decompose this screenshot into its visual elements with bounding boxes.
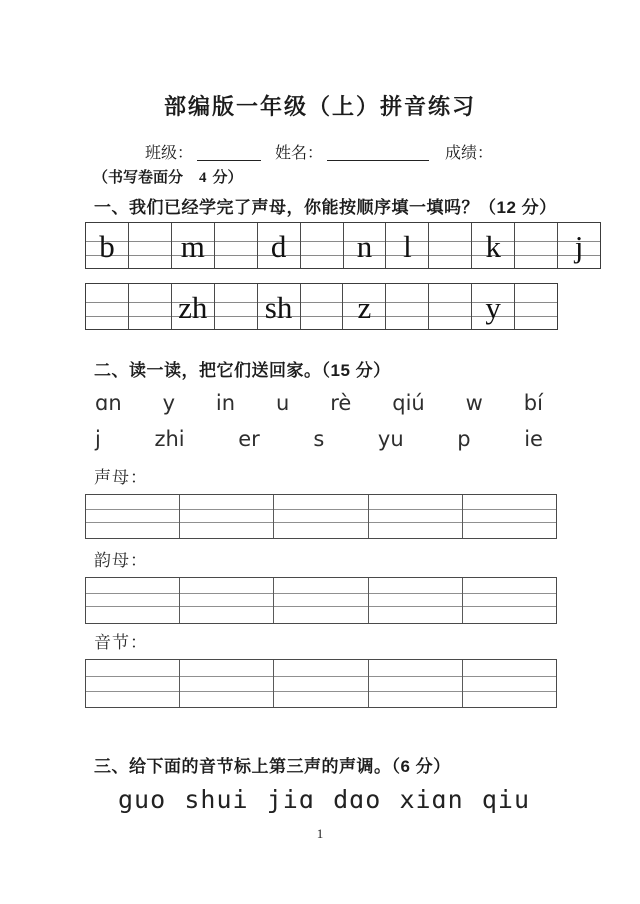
pinyin-cell-blank	[386, 284, 429, 329]
answer-cell	[86, 578, 180, 623]
answer-cell	[86, 495, 180, 538]
answer-cell	[274, 495, 368, 538]
pinyin-cell-blank	[515, 284, 557, 329]
pinyin-cell	[343, 284, 386, 329]
syllables-answer-grid	[85, 659, 557, 708]
answer-cell	[463, 495, 556, 538]
letter-sh: sh	[264, 290, 293, 325]
syllables-group-label: 音节：	[94, 633, 148, 653]
pinyin-cell	[472, 284, 515, 329]
name-blank-field	[327, 143, 429, 161]
pinyin-item: qiú	[392, 391, 425, 415]
answer-cell	[369, 660, 463, 707]
pinyin-cell-blank	[86, 284, 129, 329]
student-info-line	[145, 140, 493, 163]
pinyin-cell	[558, 223, 600, 268]
letter-m: m	[180, 229, 205, 264]
pinyin-cell	[258, 223, 301, 268]
section1-heading: 一、我们已经学完了声母，你能按顺序填一填吗？（12 分）	[94, 198, 557, 217]
class-blank-field	[197, 143, 261, 161]
page-number: 1	[316, 826, 324, 841]
pinyin-item: u	[276, 391, 290, 415]
pinyin-cell-blank	[215, 284, 258, 329]
class-label: 班级：	[145, 145, 194, 162]
pinyin-cell-blank	[429, 223, 472, 268]
tone-marking-syllables	[118, 785, 530, 814]
letter-b: b	[99, 229, 115, 264]
syllable-item: xiɑn	[399, 785, 464, 814]
pinyin-cell	[386, 223, 429, 268]
syllable-item: guo	[118, 785, 167, 814]
finals-group-label: 韵母：	[94, 551, 148, 571]
finals-answer-grid	[85, 577, 557, 624]
pinyin-cell-blank	[301, 284, 344, 329]
initials-writing-grid-row1	[85, 222, 601, 269]
pinyin-cell	[472, 223, 515, 268]
answer-cell	[180, 578, 274, 623]
pinyin-cell	[172, 223, 215, 268]
pinyin-item: p	[457, 427, 471, 451]
page-title: 部编版一年级（上）拼音练习	[163, 94, 476, 119]
section2-heading: 二、读一读，把它们送回家。（15 分）	[94, 361, 391, 380]
initials-writing-grid-row2	[85, 283, 558, 330]
pinyin-cell-blank	[429, 284, 472, 329]
initials-group-label: 声母：	[94, 468, 148, 488]
answer-cell	[180, 660, 274, 707]
score-label: 成绩：	[445, 145, 494, 162]
letter-l: l	[403, 229, 412, 264]
answer-cell	[86, 660, 180, 707]
pinyin-cell	[344, 223, 387, 268]
note-prefix: （书写卷面分	[93, 170, 184, 186]
letter-n: n	[356, 229, 373, 264]
pinyin-item: w	[465, 391, 483, 415]
pinyin-item: ɑn	[95, 391, 122, 415]
pinyin-item: s	[313, 427, 325, 451]
letter-zh: zh	[178, 290, 208, 325]
letter-z: z	[357, 290, 372, 325]
answer-cell	[274, 660, 368, 707]
syllable-item: dɑo	[333, 785, 382, 814]
syllable-item: qiu	[481, 785, 530, 814]
answer-cell	[180, 495, 274, 538]
letter-d: d	[270, 229, 287, 264]
pinyin-cell	[258, 284, 301, 329]
pinyin-item: y	[162, 391, 175, 415]
pinyin-items-row1	[95, 391, 543, 415]
name-label: 姓名：	[275, 145, 324, 162]
pinyin-item: in	[215, 391, 236, 415]
pinyin-cell-blank	[515, 223, 558, 268]
note-points: 4	[199, 170, 207, 186]
pinyin-items-row2	[95, 427, 543, 451]
letter-k: k	[485, 229, 501, 264]
letter-j: j	[574, 229, 584, 264]
pinyin-cell	[86, 223, 129, 268]
answer-cell	[463, 578, 556, 623]
pinyin-cell-blank	[215, 223, 258, 268]
pinyin-item: er	[238, 427, 260, 451]
pinyin-item: zhi	[154, 427, 185, 451]
answer-cell	[274, 578, 368, 623]
answer-cell	[369, 495, 463, 538]
pinyin-cell	[172, 284, 215, 329]
pinyin-cell-blank	[129, 284, 172, 329]
pinyin-item: yu	[377, 427, 404, 451]
pinyin-item: rè	[330, 391, 352, 415]
pinyin-item: bí	[523, 391, 543, 415]
pinyin-item: j	[95, 427, 101, 451]
answer-cell	[369, 578, 463, 623]
note-suffix: 分）	[212, 170, 243, 186]
syllable-item: shui	[184, 785, 249, 814]
handwriting-points-note	[93, 166, 243, 187]
pinyin-cell-blank	[129, 223, 172, 268]
section3-heading: 三、给下面的音节标上第三声的声调。（6 分）	[94, 757, 451, 776]
letter-y: y	[485, 290, 501, 325]
pinyin-cell-blank	[301, 223, 344, 268]
initials-answer-grid	[85, 494, 557, 539]
pinyin-item: ie	[524, 427, 543, 451]
syllable-item: jiɑ	[266, 785, 315, 814]
answer-cell	[463, 660, 556, 707]
